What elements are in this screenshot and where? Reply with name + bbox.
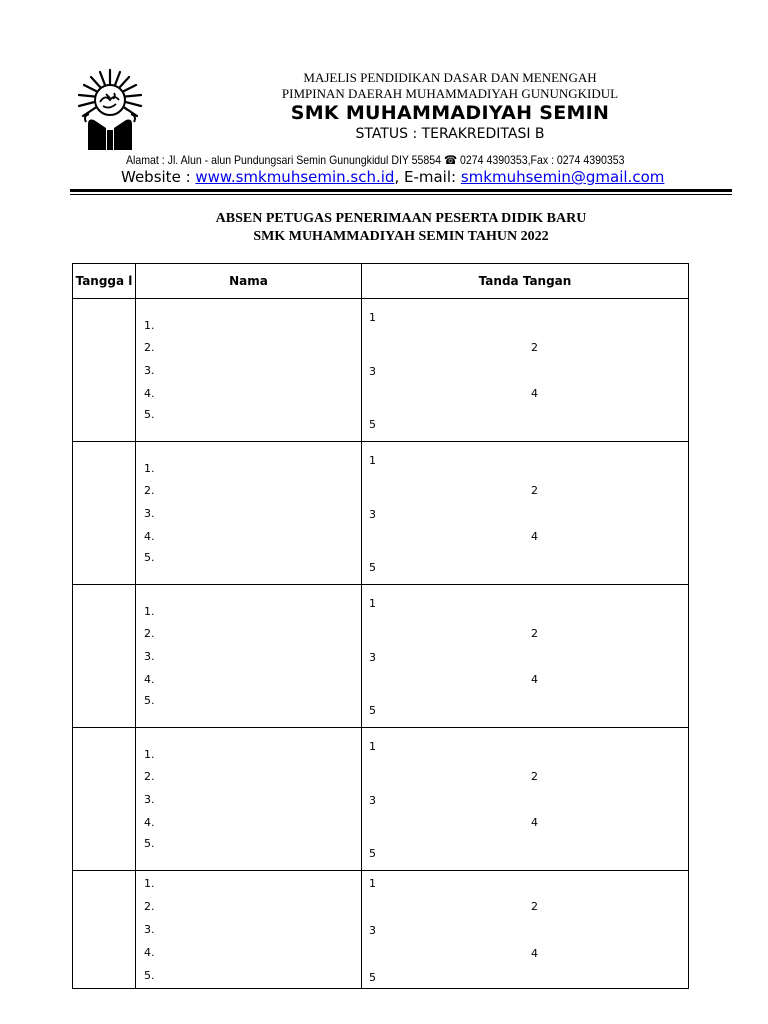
- name-cell[interactable]: [136, 871, 362, 989]
- name-cell[interactable]: [136, 585, 362, 728]
- header-rule-thin: [70, 194, 732, 195]
- signature-number: 5: [369, 971, 376, 984]
- website-link[interactable]: www.smkmuhsemin.sch.id: [195, 168, 395, 186]
- signature-number: 2: [531, 770, 538, 783]
- school-name: SMK MUHAMMADIYAH SEMIN: [290, 102, 610, 124]
- date-cell[interactable]: [73, 585, 136, 728]
- date-cell[interactable]: [73, 728, 136, 871]
- signature-number: 3: [369, 794, 376, 807]
- signature-number: 2: [531, 341, 538, 354]
- signature-number: 1: [369, 740, 376, 753]
- signature-cell[interactable]: [362, 871, 689, 989]
- attendance-table: [72, 263, 689, 989]
- name-number: 1.: [144, 877, 155, 890]
- date-cell[interactable]: [73, 442, 136, 585]
- signature-number: 5: [369, 418, 376, 431]
- signature-number: 2: [531, 627, 538, 640]
- signature-number: 1: [369, 877, 376, 890]
- signature-cell[interactable]: [362, 299, 689, 442]
- signature-number: 3: [369, 365, 376, 378]
- council-name: MAJELIS PENDIDIKAN DASAR DAN MENENGAH: [303, 70, 597, 85]
- name-number: 1.: [144, 748, 155, 761]
- header-signature: Tanda Tangan: [362, 264, 689, 299]
- signature-cell[interactable]: [362, 585, 689, 728]
- date-cell[interactable]: [73, 871, 136, 989]
- table-row: [73, 728, 689, 871]
- name-number: 4.: [144, 946, 155, 959]
- name-number: 1.: [144, 605, 155, 618]
- header-name: Nama: [136, 264, 362, 299]
- table-header-row: [73, 264, 689, 299]
- signature-number: 5: [369, 561, 376, 574]
- name-number: 4.: [144, 387, 155, 400]
- name-number: 2.: [144, 484, 155, 497]
- name-number: 2.: [144, 627, 155, 640]
- name-number: 5.: [144, 408, 155, 421]
- accreditation-status: STATUS : TERAKREDITASI B: [355, 126, 545, 142]
- name-number: 3.: [144, 507, 155, 520]
- name-cell[interactable]: [136, 299, 362, 442]
- address: Alamat : Jl. Alun - alun Pundungsari Semin Gunungkidul DIY 55854 ☎ 0274 4390353,Fax : 0274 4390353: [126, 153, 625, 167]
- name-number: 5.: [144, 837, 155, 850]
- name-number: 2.: [144, 341, 155, 354]
- document-subtitle: SMK MUHAMMADIYAH SEMIN TAHUN 2022: [253, 229, 549, 244]
- date-cell[interactable]: [73, 299, 136, 442]
- table-row: [73, 299, 689, 442]
- signature-number: 4: [531, 530, 538, 543]
- name-number: 2.: [144, 770, 155, 783]
- email-label: , E-mail:: [394, 168, 461, 186]
- signature-number: 3: [369, 924, 376, 937]
- signature-number: 4: [531, 673, 538, 686]
- signature-number: 2: [531, 900, 538, 913]
- signature-number: 4: [531, 947, 538, 960]
- signature-number: 1: [369, 597, 376, 610]
- name-number: 5.: [144, 694, 155, 707]
- name-number: 3.: [144, 364, 155, 377]
- name-number: 2.: [144, 900, 155, 913]
- name-number: 3.: [144, 923, 155, 936]
- name-number: 1.: [144, 462, 155, 475]
- signature-number: 1: [369, 454, 376, 467]
- regional-leadership: PIMPINAN DAERAH MUHAMMADIYAH GUNUNGKIDUL: [281, 86, 619, 101]
- name-number: 3.: [144, 793, 155, 806]
- website-label: Website :: [121, 168, 196, 186]
- table-row: [73, 442, 689, 585]
- name-number: 3.: [144, 650, 155, 663]
- name-number: 5.: [144, 969, 155, 982]
- header-rule-thick: [70, 189, 732, 192]
- contact-line: [121, 168, 664, 186]
- name-number: 4.: [144, 816, 155, 829]
- email-link[interactable]: smkmuhsemin@gmail.com: [460, 168, 665, 186]
- signature-number: 4: [531, 816, 538, 829]
- name-cell[interactable]: [136, 728, 362, 871]
- signature-number: 3: [369, 508, 376, 521]
- name-number: 1.: [144, 319, 155, 332]
- document-title: ABSEN PETUGAS PENERIMAAN PESERTA DIDIK BARU: [215, 211, 587, 226]
- name-number: 5.: [144, 551, 155, 564]
- signature-number: 4: [531, 387, 538, 400]
- table-row: [73, 585, 689, 728]
- signature-cell[interactable]: [362, 442, 689, 585]
- signature-number: 5: [369, 704, 376, 717]
- table-row: [73, 871, 689, 989]
- signature-number: 2: [531, 484, 538, 497]
- name-number: 4.: [144, 673, 155, 686]
- signature-cell[interactable]: [362, 728, 689, 871]
- name-cell[interactable]: [136, 442, 362, 585]
- signature-number: 5: [369, 847, 376, 860]
- signature-number: 1: [369, 311, 376, 324]
- signature-number: 3: [369, 651, 376, 664]
- header-date: Tangga l: [73, 264, 136, 299]
- name-number: 4.: [144, 530, 155, 543]
